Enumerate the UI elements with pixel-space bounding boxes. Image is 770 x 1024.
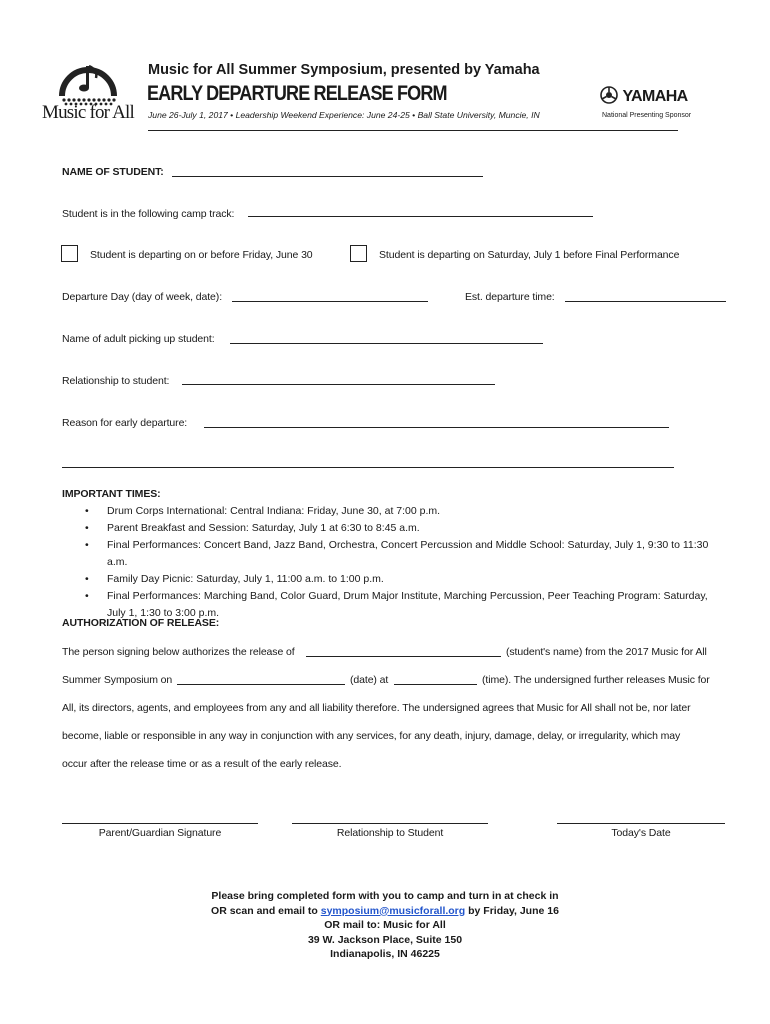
list-item: • Family Day Picnic: Saturday, July 1, 11:00 a.m. to 1:00 p.m. xyxy=(62,571,727,588)
important-times-heading: IMPORTANT TIMES: xyxy=(62,488,161,500)
authorization-text-2b: (date) at xyxy=(350,674,389,686)
relationship-field[interactable] xyxy=(182,384,495,385)
todays-date-label: Today's Date xyxy=(611,827,671,839)
footer-line-2 xyxy=(0,904,770,919)
release-student-name-field[interactable] xyxy=(306,656,501,657)
release-time-field[interactable] xyxy=(394,684,477,685)
email-link[interactable]: symposium@musicforall.org xyxy=(320,904,466,917)
music-for-all-logo xyxy=(40,60,136,122)
parent-signature-field[interactable] xyxy=(62,823,258,824)
relationship-to-student-field[interactable] xyxy=(292,823,488,824)
important-times-list xyxy=(62,503,727,622)
footer-line-2a: OR scan and email to xyxy=(211,904,318,917)
reason-field[interactable] xyxy=(204,427,669,428)
header-rule xyxy=(148,130,678,131)
footer-line-2b: by Friday, June 16 xyxy=(468,904,559,917)
authorization-text-3: All, its directors, agents, and employees from any and all liability therefore. The undersigned agrees that Music for All shall not be, nor later xyxy=(62,702,691,714)
yamaha-logo xyxy=(600,86,688,106)
yamaha-tuning-fork-icon xyxy=(600,86,618,104)
authorization-text-5: occur after the release time or as a result of the early release. xyxy=(62,758,342,770)
student-name-label: NAME OF STUDENT: xyxy=(62,166,164,178)
list-item: • Final Performances: Concert Band, Jazz Band, Orchestra, Concert Percussion and Middle School: Saturday, July 1, 9:30 to 11:30 a.m. xyxy=(62,537,727,571)
footer-instructions xyxy=(0,889,770,962)
student-name-field[interactable] xyxy=(172,176,483,177)
authorization-text-1a: The person signing below authorizes the release of xyxy=(62,646,295,658)
adult-name-field[interactable] xyxy=(230,343,543,344)
saturday-departure-label: Student is departing on Saturday, July 1 before Final Performance xyxy=(379,249,680,261)
authorization-heading: AUTHORIZATION OF RELEASE: xyxy=(62,617,220,629)
authorization-text-4: become, liable or responsible in any way in conjunction with any services, for any death, injury, damage, delay, or irregularity, which may xyxy=(62,730,681,742)
page-title: EARLY DEPARTURE RELEASE FORM xyxy=(147,82,447,105)
authorization-text-1b: (student's name) from the 2017 Music for All xyxy=(506,646,707,658)
departure-day-label: Departure Day (day of week, date): xyxy=(62,291,223,303)
list-item: • Final Performances: Marching Band, Color Guard, Drum Major Institute, Marching Percussion, Peer Teaching Program: Saturday, July 1, 1:30 to 3:00 p.m. xyxy=(62,588,727,622)
departure-day-field[interactable] xyxy=(232,301,428,302)
footer-line-5: Indianapolis, IN 46225 xyxy=(330,948,440,960)
friday-departure-label: Student is departing on or before Friday, June 30 xyxy=(90,249,313,261)
friday-departure-checkbox[interactable] xyxy=(61,245,78,262)
saturday-departure-checkbox[interactable] xyxy=(350,245,367,262)
list-item: • Parent Breakfast and Session: Saturday, July 1 at 6:30 to 8:45 a.m. xyxy=(62,520,727,537)
departure-time-label: Est. departure time: xyxy=(465,291,555,303)
reason-field-line-2[interactable] xyxy=(62,467,674,468)
camp-track-field[interactable] xyxy=(248,216,593,217)
header-subtitle: Music for All Summer Symposium, presented by Yamaha xyxy=(148,62,540,78)
relationship-label: Relationship to student: xyxy=(62,375,170,387)
footer-line-1: Please bring completed form with you to camp and turn in at check in xyxy=(211,890,559,902)
footer-line-3: OR mail to: Music for All xyxy=(324,919,446,931)
reason-label: Reason for early departure: xyxy=(62,417,188,429)
footer-line-4: 39 W. Jackson Place, Suite 150 xyxy=(307,933,463,946)
header-dates: June 26-July 1, 2017 • Leadership Weekend Experience: June 24-25 • Ball State University, Muncie, IN xyxy=(148,110,540,120)
sponsor-caption: National Presenting Sponsor xyxy=(602,112,692,119)
relationship-to-student-label: Relationship to Student xyxy=(336,827,444,839)
camp-track-label: Student is in the following camp track: xyxy=(62,208,235,220)
list-item: • Drum Corps International: Central Indiana: Friday, June 30, at 7:00 p.m. xyxy=(62,503,727,520)
release-date-field[interactable] xyxy=(177,684,345,685)
adult-name-label: Name of adult picking up student: xyxy=(62,333,215,345)
departure-time-field[interactable] xyxy=(565,301,726,302)
authorization-text-2c: (time). The undersigned further releases Music for xyxy=(482,674,710,686)
logo-text: Music for All xyxy=(42,102,134,123)
todays-date-field[interactable] xyxy=(557,823,725,824)
yamaha-wordmark: YAMAHA xyxy=(622,88,688,105)
parent-signature-label: Parent/Guardian Signature xyxy=(98,827,222,839)
authorization-text-2a: Summer Symposium on xyxy=(62,674,173,686)
